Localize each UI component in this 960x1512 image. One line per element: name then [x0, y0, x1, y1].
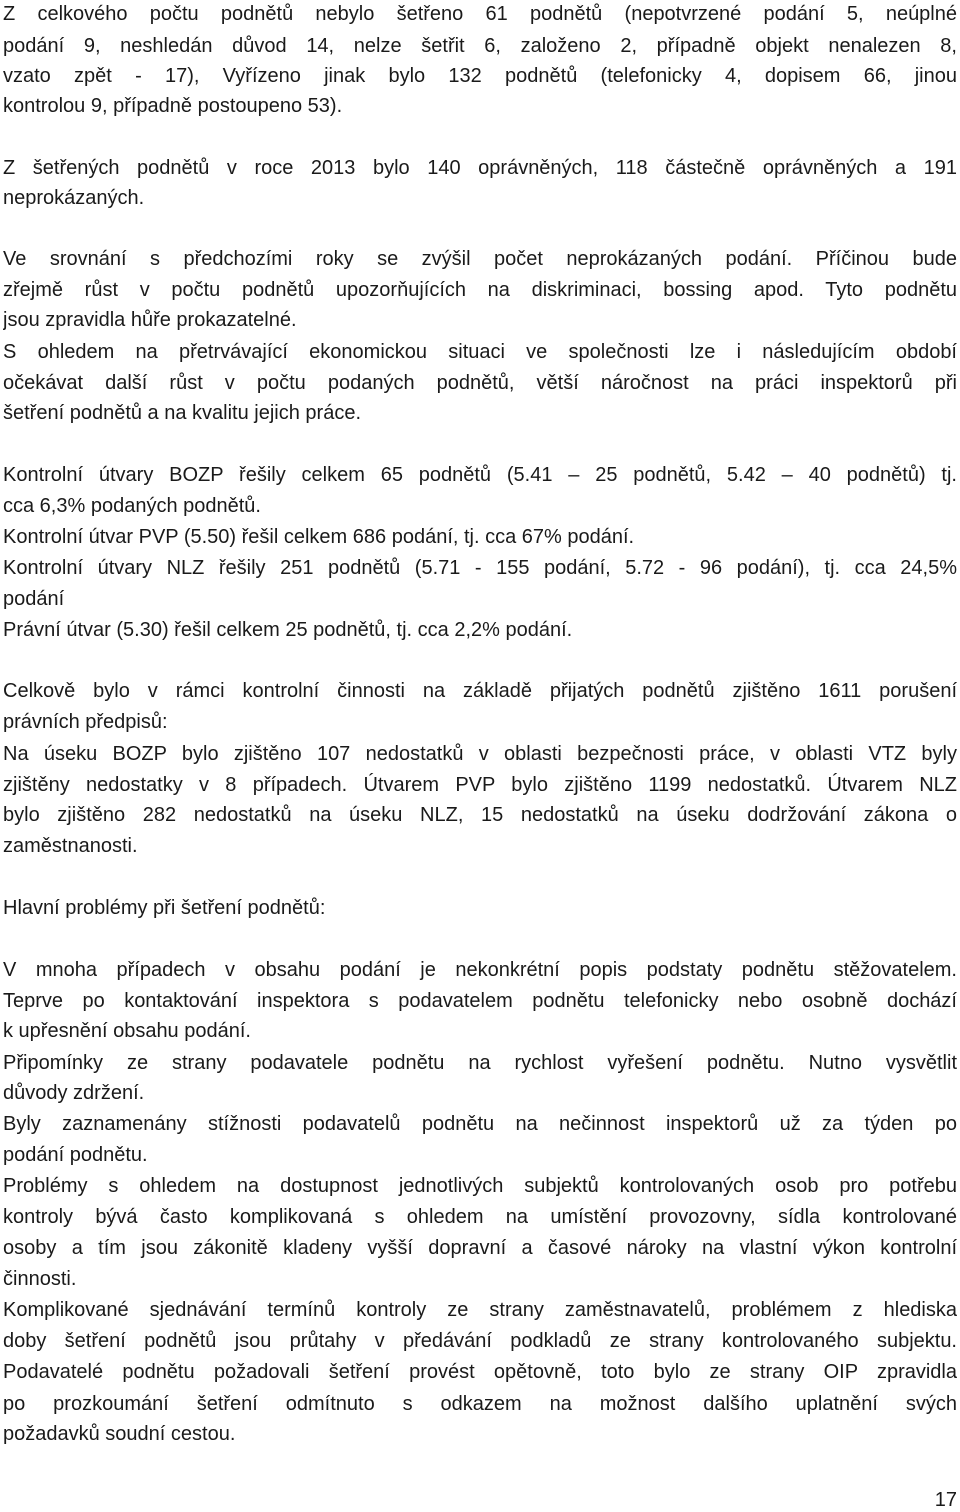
text-line: zaměstnanosti.	[3, 835, 138, 857]
text-line: Připomínky ze strany podavatele podnětu na rychlost vyřešení podnětu. Nutno vysvětlit	[3, 1052, 957, 1074]
text-line: Kontrolní útvary BOZP řešily celkem 65 podnětů (5.41 – 25 podnětů, 5.42 – 40 podnětů) tj.	[3, 464, 957, 486]
text-line: Byly zaznamenány stížnosti podavatelů podnětu na nečinnost inspektorů už za týden po	[3, 1113, 957, 1135]
text-line: Kontrolní útvary NLZ řešily 251 podnětů (5.71 - 155 podání, 5.72 - 96 podání), tj. cca 24,5%	[3, 557, 957, 579]
text-line: podání podnětu.	[3, 1144, 148, 1166]
text-line: Podavatelé podnětu požadovali šetření provést opětovně, toto bylo ze strany OIP zpravidla	[3, 1361, 957, 1383]
text-line: osoby a tím jsou zákonitě kladeny vyšší dopravní a časové nároky na vlastní výkon kontrolní	[3, 1237, 957, 1259]
text-line: Problémy s ohledem na dostupnost jednotlivých subjektů kontrolovaných osob pro potřebu	[3, 1175, 957, 1197]
text-line: vzato zpět - 17), Vyřízeno jinak bylo 132 podnětů (telefonicky 4, dopisem 66, jinou	[3, 65, 957, 87]
text-line: Ve srovnání s předchozími roky se zvýšil počet neprokázaných podání. Příčinou bude	[3, 248, 957, 270]
text-line: kontroly bývá často komplikovaná s ohledem na umístění provozovny, sídla kontrolované	[3, 1206, 957, 1228]
text-line: cca 6,3% podaných podnětů.	[3, 495, 261, 517]
text-line: očekávat další růst v počtu podaných podnětů, větší náročnost na práci inspektorů při	[3, 372, 957, 394]
text-line: Z celkového počtu podnětů nebylo šetřeno 61 podnětů (nepotvrzené podání 5, neúplné	[3, 3, 957, 25]
text-line: kontrolou 9, případně postoupeno 53).	[3, 95, 343, 117]
text-line: důvody zdržení.	[3, 1082, 145, 1104]
page-number: 17	[934, 1489, 957, 1511]
text-line: požadavků soudní cestou.	[3, 1423, 236, 1445]
text-line: zjištěny nedostatky v 8 případech. Útvarem PVP bylo zjištěno 1199 nedostatků. Útvarem NLZ	[3, 774, 957, 796]
text-line: bylo zjištěno 282 nedostatků na úseku NLZ, 15 nedostatků na úseku dodržování zákona o	[3, 804, 957, 826]
text-line: právních předpisů:	[3, 711, 168, 733]
text-line: činnosti.	[3, 1268, 77, 1290]
text-line: Hlavní problémy při šetření podnětů:	[3, 897, 326, 919]
text-line: doby šetření podnětů jsou průtahy v předávání podkladů ze strany kontrolovaného subjektu.	[3, 1330, 957, 1352]
text-line: podání 9, neshledán důvod 14, nelze šetřit 6, založeno 2, případně objekt nenalezen 8,	[3, 35, 957, 57]
text-line: Z šetřených podnětů v roce 2013 bylo 140 oprávněných, 118 částečně oprávněných a 191	[3, 157, 957, 179]
text-line: S ohledem na přetrvávající ekonomickou situaci ve společnosti lze i následujícím období	[3, 341, 957, 363]
text-line: V mnoha případech v obsahu podání je nekonkrétní popis podstaty podnětu stěžovatelem.	[3, 959, 957, 981]
text-line: šetření podnětů a na kvalitu jejich práce.	[3, 402, 361, 424]
text-line: Celkově bylo v rámci kontrolní činnosti na základě přijatých podnětů zjištěno 1611 porušení	[3, 680, 957, 702]
text-line: Na úseku BOZP bylo zjištěno 107 nedostatků v oblasti bezpečnosti práce, v oblasti VTZ byly	[3, 743, 957, 765]
text-line: zřejmě růst v počtu podnětů upozorňujících na diskriminaci, bossing apod. Tyto podnětu	[3, 279, 957, 301]
text-line: k upřesnění obsahu podání.	[3, 1020, 251, 1042]
text-line: Kontrolní útvar PVP (5.50) řešil celkem 686 podání, tj. cca 67% podání.	[3, 526, 635, 548]
text-line: podání	[3, 588, 65, 610]
text-line: jsou zpravidla hůře prokazatelné.	[3, 309, 297, 331]
text-line: Právní útvar (5.30) řešil celkem 25 podnětů, tj. cca 2,2% podání.	[3, 619, 573, 641]
text-line: Teprve po kontaktování inspektora s podavatelem podnětu telefonicky nebo osobně dochází	[3, 990, 957, 1012]
text-line: Komplikované sjednávání termínů kontroly ze strany zaměstnavatelů, problémem z hlediska	[3, 1299, 957, 1321]
text-line: po prozkoumání šetření odmítnuto s odkazem na možnost dalšího uplatnění svých	[3, 1393, 957, 1415]
text-line: neprokázaných.	[3, 187, 145, 209]
